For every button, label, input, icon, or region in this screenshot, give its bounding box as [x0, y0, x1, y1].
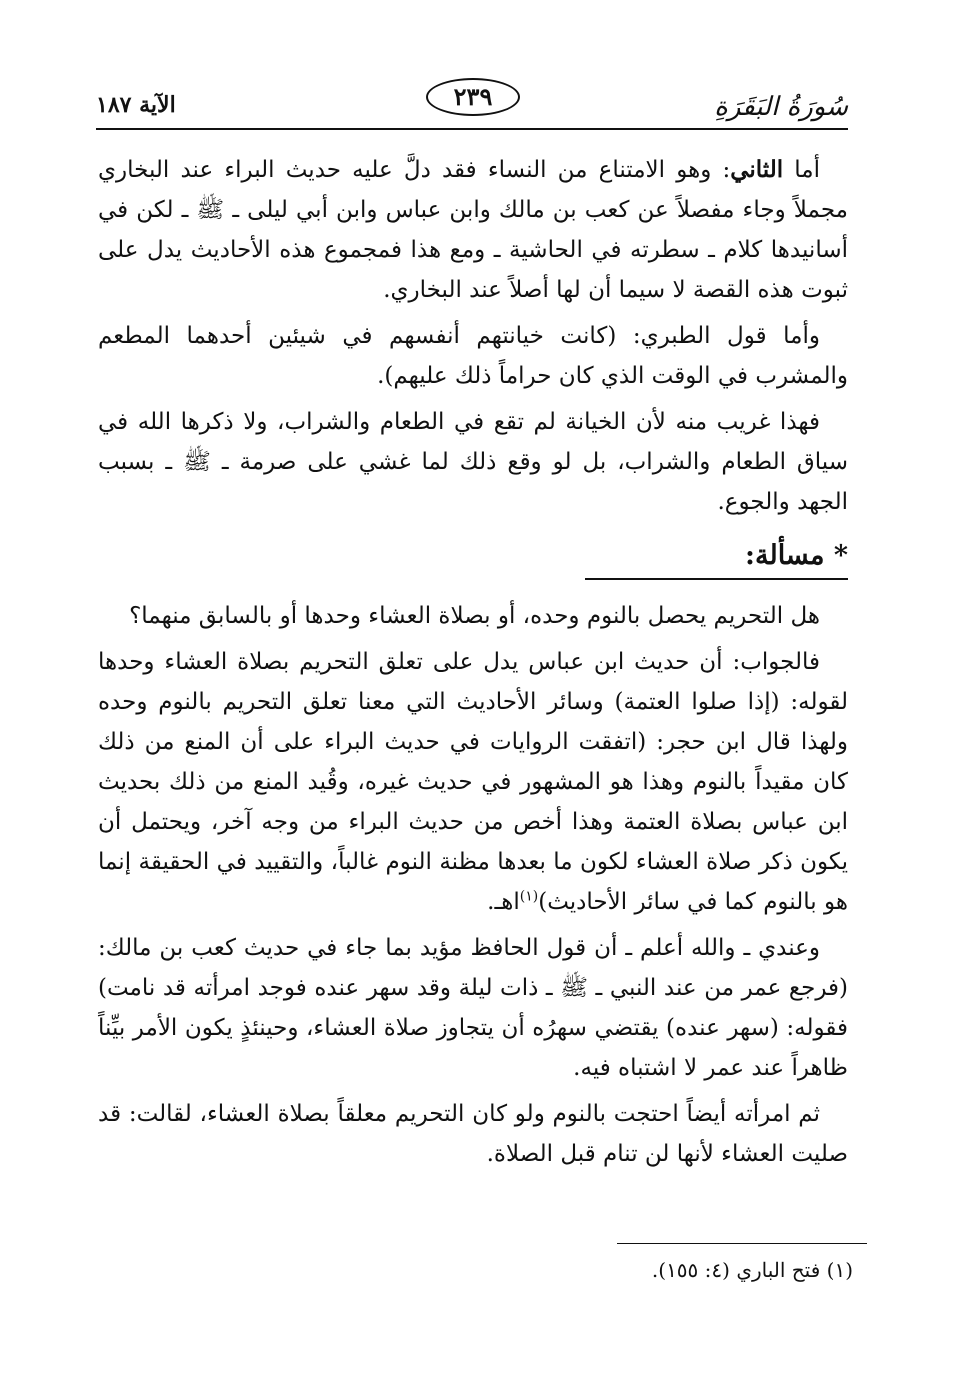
footnote-divider	[617, 1243, 867, 1244]
paragraph-1	[98, 150, 848, 310]
bold-term: الثاني	[730, 156, 784, 183]
paragraph-1-lead: أما	[783, 157, 820, 183]
paragraph-5-tail: اهـ.	[487, 889, 520, 915]
paragraph-7: ثم امرأته أيضاً احتجت بالنوم ولو كان التحريم معلقاً بصلاة العشاء، لقالت: قد صليت العشاء لأنها لن تنام قبل الصلاة.	[98, 1101, 848, 1167]
page-header	[96, 78, 848, 128]
paragraph-5	[98, 642, 848, 922]
section-heading-text: * مسألة:	[585, 534, 848, 580]
main-text	[98, 150, 848, 1180]
paragraph-5-body: فالجواب: أن حديث ابن عباس يدل على تعلق التحريم بصلاة العشاء وحدها لقوله: (إذا صلوا العتمة) وسائر الأحاديث التي معنا تعلق التحريم بالنوم وحده ولهذا قال ابن حجر: (اتفقت الروايات في حديث البراء على أن المنع من ذلك كان مقيداً بالنوم وهذا هو المشهور في حديث غيره، وقُيد المنع من ذلك بحديث ابن عباس بصلاة العتمة وهذا أخص من حديث البراء من وجه آخر، ويحتمل أن يكون ذكر صلاة العشاء لكون ما بعدها مظنة النوم غالباً، والتقييد في الحقيقة إنما هو بالنوم كما في سائر الأحاديث)	[98, 649, 848, 915]
surah-title: سُورَةُ البَقَرَةِ	[714, 92, 848, 122]
paragraph-2: وأما قول الطبري: (كانت خيانتهم أنفسهم في شيئين أحدهما المطعم والمشرب في الوقت الذي كان حراماً ذلك عليهم).	[98, 323, 848, 389]
footnote-reference: (١)	[519, 888, 539, 905]
footnote: (١) فتح الباري (٤: ١٥٥).	[651, 1258, 853, 1282]
section-heading	[98, 534, 848, 580]
paragraph-4: هل التحريم يحصل بالنوم وحده، أو بصلاة العشاء وحدها أو بالسابق منهما؟	[129, 603, 820, 629]
paragraph-3: فهذا غريب منه لأن الخيانة لم تقع في الطعام والشراب، ولا ذكرها الله في سياق الطعام والشراب، بل لو وقع ذلك لما غشي على صرمة ـ ﷺ ـ بسبب الجهد والجوع.	[98, 409, 848, 515]
paragraph-1-body: : وهو الامتناع من النساء فقد دلَّ عليه حديث البراء عند البخاري مجملاً وجاء مفصلاً عن كعب بن مالك وابن عباس وابن أبي ليلى ـ ﷺ ـ لكن في أسانيدها كلام ـ سطرته في الحاشية ـ ومع هذا فمجموع هذه الأحاديث يدل على ثبوت هذه القصة لا سيما أن لها أصلاً عند البخاري.	[98, 157, 848, 303]
paragraph-6: وعندي ـ والله أعلم ـ أن قول الحافظ مؤيد بما جاء في حديث كعب بن مالك: (فرجع عمر من عند النبي ـ ﷺ ـ ذات ليلة وقد سهر عنده فوجد امرأته قد نامت) فقوله: (سهر عنده) يقتضي سهرُه أن يتجاوز صلاة العشاء، وحينئذٍ يكون الأمر بيِّناً ظاهراً عند عمر لا اشتباه فيه.	[98, 935, 848, 1081]
header-divider	[96, 128, 848, 130]
page-number: ٢٣٩	[426, 78, 520, 116]
ayah-label: الآية ١٨٧	[96, 92, 176, 118]
